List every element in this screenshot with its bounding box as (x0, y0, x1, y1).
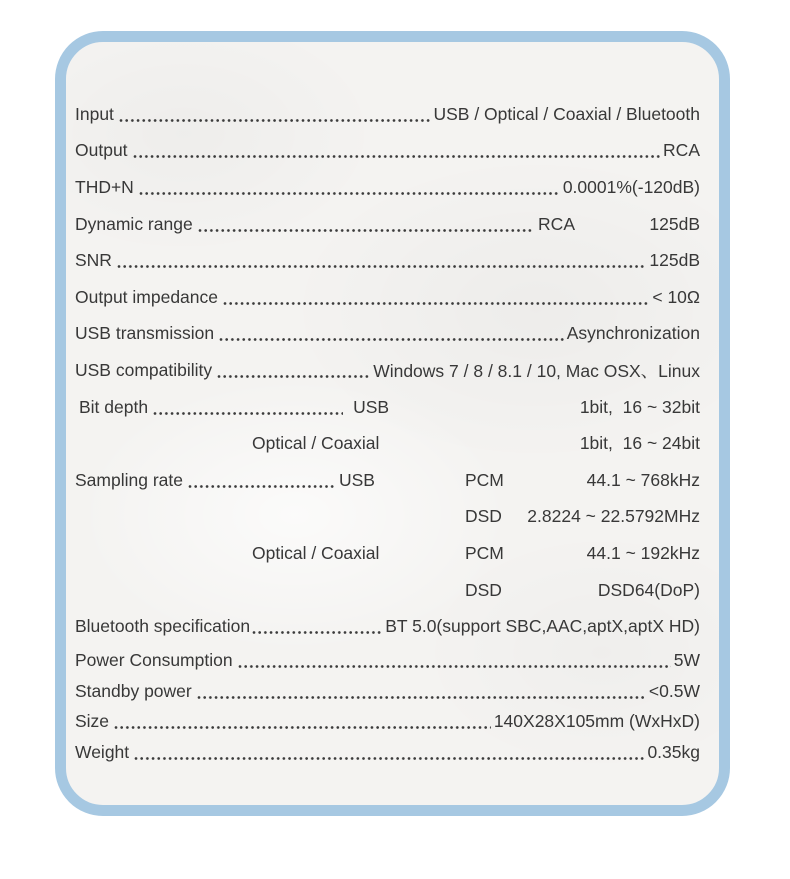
input-type: USB (353, 396, 390, 417)
format-column: DSD (465, 579, 502, 600)
spec-label: USB compatibility (75, 359, 213, 380)
dot-leader (188, 485, 335, 488)
format-column: DSD (465, 506, 502, 527)
spec-value: 2.8224 ~ 22.5792MHz (527, 506, 700, 527)
dot-leader (139, 192, 560, 195)
spec-label: Output impedance (75, 286, 219, 307)
dot-leader (117, 265, 646, 268)
spec-value: <0.5W (648, 680, 700, 701)
format-column: PCM (465, 542, 504, 563)
format-column: PCM (465, 469, 504, 490)
spec-row-bit-depth-usb (75, 389, 700, 426)
spec-label: Input (75, 103, 114, 124)
dot-leader (198, 229, 534, 232)
spec-value: DSD64(DoP) (597, 579, 700, 600)
spec-value: 44.1 ~ 768kHz (586, 469, 700, 490)
dot-leader (223, 302, 649, 305)
spec-row-power-consumption (75, 645, 700, 676)
spec-row-size (75, 707, 700, 738)
spec-table (75, 96, 700, 768)
spec-value: 125dB (649, 250, 700, 271)
spec-value: BT 5.0(support SBC,AAC,aptX,aptX HD) (385, 616, 700, 637)
spec-row-output-impedance (75, 279, 700, 316)
spec-value: 5W (673, 649, 700, 670)
spec-sheet-card (55, 31, 730, 816)
spec-value: Windows 7 / 8 / 8.1 / 10, Mac OSX、Linux (373, 360, 700, 381)
spec-label: Power Consumption (75, 649, 233, 670)
spec-label: USB transmission (75, 323, 215, 344)
spec-value: USB / Optical / Coaxial / Bluetooth (433, 103, 700, 124)
spec-label: Size (75, 711, 110, 732)
spec-row-sampling-usb-dsd (75, 499, 700, 536)
dot-leader (133, 155, 661, 158)
spec-label: Dynamic range (75, 213, 193, 234)
spec-label: Standby power (75, 680, 192, 701)
spec-label: THD+N (75, 176, 134, 197)
dot-leader (114, 726, 491, 729)
spec-row-usb-compatibility (75, 352, 700, 389)
dot-leader (197, 696, 646, 699)
input-type: Optical / Coaxial (252, 433, 380, 454)
dot-leader (252, 631, 382, 634)
dot-leader (219, 338, 564, 341)
spec-value: 44.1 ~ 192kHz (586, 542, 700, 563)
spec-row-sampling-usb-pcm (75, 462, 700, 499)
input-type: USB (338, 469, 375, 490)
spec-row-bluetooth (75, 608, 700, 645)
spec-row-snr (75, 242, 700, 279)
input-type: Optical / Coaxial (252, 542, 380, 563)
spec-value: < 10Ω (652, 286, 700, 307)
spec-row-standby-power (75, 676, 700, 707)
spec-label: Bit depth (79, 396, 149, 417)
dot-leader (153, 412, 343, 415)
spec-label: Output (75, 140, 128, 161)
dot-leader (119, 119, 431, 122)
spec-row-thdn (75, 169, 700, 206)
spec-value: 140X28X105mm (WxHxD) (493, 711, 700, 732)
spec-row-dynamic-range (75, 206, 700, 243)
spec-row-bit-depth-optical (75, 425, 700, 462)
spec-row-output (75, 133, 700, 170)
spec-value: Asynchronization (566, 323, 700, 344)
spec-row-sampling-optical-dsd (75, 572, 700, 609)
output-type: RCA (538, 213, 575, 234)
dot-leader (238, 665, 671, 668)
spec-row-input (75, 96, 700, 133)
spec-row-usb-transmission (75, 316, 700, 353)
spec-row-weight (75, 737, 700, 768)
dot-leader (217, 375, 370, 378)
spec-value: 0.0001%(-120dB) (562, 176, 700, 197)
spec-label: Weight (75, 742, 130, 763)
spec-label: Bluetooth specification (75, 616, 251, 637)
spec-label: Sampling rate (75, 469, 183, 490)
spec-value: 1bit, 16 ~ 32bit (579, 396, 700, 417)
spec-value: 1bit, 16 ~ 24bit (579, 433, 700, 454)
spec-row-sampling-optical-pcm (75, 535, 700, 572)
spec-value: 0.35kg (647, 742, 700, 763)
spec-value: RCA (663, 140, 700, 161)
dot-leader (134, 757, 644, 760)
spec-label: SNR (75, 250, 112, 271)
spec-value: 125dB (649, 213, 700, 234)
